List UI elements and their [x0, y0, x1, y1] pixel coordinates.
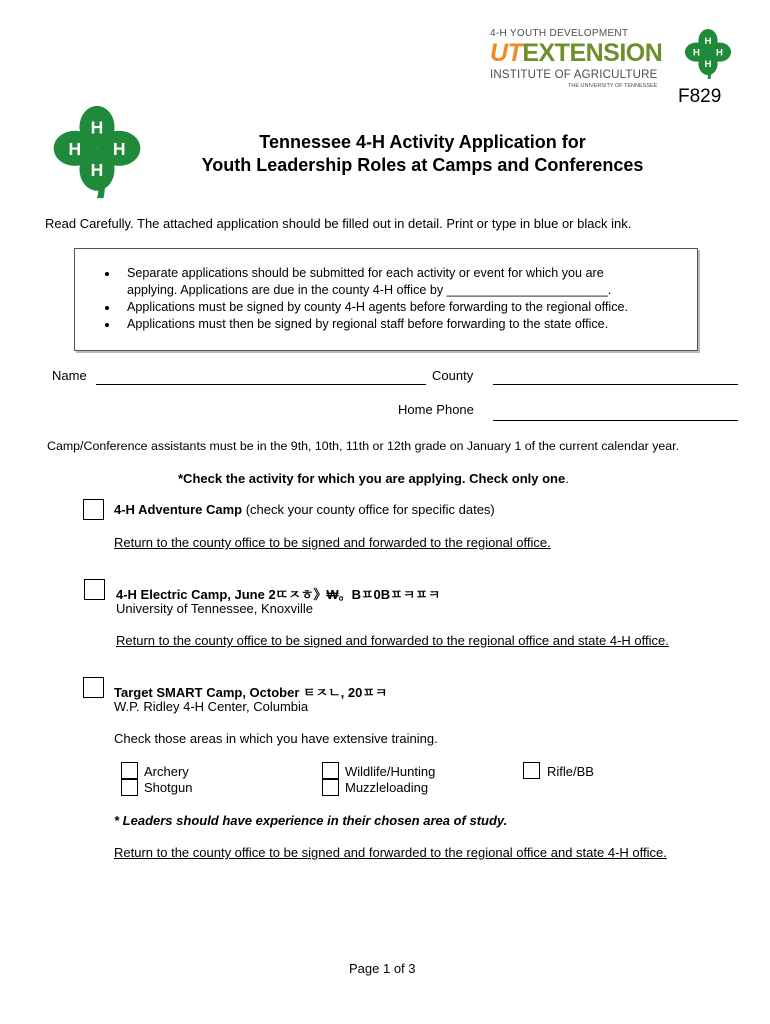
svg-text:H: H	[704, 35, 712, 47]
logo-line-institute: INSTITUTE OF AGRICULTURE	[490, 69, 658, 81]
electric-camp-location: University of Tennessee, Knoxville	[116, 601, 314, 616]
svg-text:H: H	[90, 117, 104, 138]
svg-text:H: H	[112, 138, 126, 159]
svg-text:H: H	[68, 138, 82, 159]
county-field[interactable]	[493, 384, 738, 385]
adventure-camp-title: 4-H Adventure Camp	[114, 502, 243, 517]
svg-text:H: H	[693, 47, 700, 59]
bullet-dot	[105, 306, 109, 310]
bullet-county-signature: Applications must be signed by county 4-H agents before forwarding to the regional office.	[127, 300, 629, 314]
bullet-regional-signature: Applications must then be signed by regional staff before forwarding to the state office.	[127, 317, 609, 331]
smart-camp-return-note: Return to the county office to be signed and forwarded to the regional office and state 4-H office.	[114, 845, 667, 860]
name-field[interactable]	[96, 384, 426, 385]
smart-camp-location: W.P. Ridley 4-H Center, Columbia	[114, 699, 309, 714]
electric-camp-checkbox[interactable]	[84, 579, 105, 600]
extension-logo	[490, 28, 680, 89]
adventure-camp-label	[114, 502, 495, 517]
electric-camp-return-note: Return to the county office to be signed and forwarded to the regional office and state 4-H office.	[116, 633, 669, 648]
page-title-line1: Tennessee 4-H Activity Application for	[259, 132, 586, 152]
muzzleloading-label: Muzzleloading	[345, 780, 429, 795]
instructions-text: Read Carefully. The attached application should be filled out in detail. Print or type in blue or black ink.	[45, 216, 632, 231]
bullet-separate-applications: Separate applications should be submitted for each activity or event for which you are	[127, 266, 604, 280]
page-number: Page 1 of 3	[349, 961, 416, 976]
adventure-camp-checkbox[interactable]	[83, 499, 104, 520]
smart-camp-checkbox[interactable]	[83, 677, 104, 698]
bullet-dot	[105, 323, 109, 327]
electric-camp-title: 4-H Electric Camp, June 2ㄸㅈㅎ》₩。Bㅍ0Bㅍㅋㅍㅋ	[116, 587, 441, 602]
check-instruction-period: .	[565, 471, 569, 486]
logo-line-extension	[490, 39, 662, 68]
svg-text:H: H	[704, 58, 712, 70]
shotgun-label: Shotgun	[144, 780, 193, 795]
smart-camp-title: Target SMART Camp, October ㅌㅈㄴ, 20ㅍㅋ	[114, 685, 388, 700]
adventure-camp-note: (check your county office for specific dates)	[242, 502, 495, 517]
wildlife-hunting-label: Wildlife/Hunting	[345, 764, 436, 779]
muzzleloading-checkbox[interactable]	[322, 779, 339, 796]
home-phone-label: Home Phone	[398, 402, 474, 417]
svg-text:H: H	[90, 160, 104, 180]
svg-text:H: H	[716, 47, 723, 59]
training-prompt: Check those areas in which you have extensive training.	[114, 731, 438, 746]
logo-ut: UT	[490, 39, 523, 67]
archery-label: Archery	[144, 764, 189, 779]
clover-small-icon	[684, 28, 732, 80]
bullet-dot	[105, 272, 109, 276]
wildlife-hunting-checkbox[interactable]	[322, 762, 339, 779]
county-label: County	[432, 368, 474, 383]
form-number: F829	[678, 86, 722, 107]
home-phone-field[interactable]	[493, 420, 738, 421]
rifle-bb-label: Rifle/BB	[547, 764, 594, 779]
eligibility-text: Camp/Conference assistants must be in the 9th, 10th, 11th or 12th grade on January 1 of the current calendar year.	[47, 439, 680, 453]
logo-line-youth-development: 4-H YOUTH DEVELOPMENT	[490, 28, 629, 39]
logo-line-university: THE UNIVERSITY OF TENNESSEE	[568, 83, 658, 89]
bullet-due-date: applying. Applications are due in the county 4-H office by _______________________.	[127, 283, 612, 297]
archery-checkbox[interactable]	[121, 762, 138, 779]
logo-extension-word: EXTENSION	[522, 39, 663, 67]
rifle-bb-checkbox[interactable]	[523, 762, 540, 779]
page-title-line2: Youth Leadership Roles at Camps and Conferences	[201, 155, 644, 175]
adventure-camp-return-note: Return to the county office to be signed and forwarded to the regional office.	[114, 535, 551, 550]
name-label: Name	[52, 368, 87, 383]
check-instruction	[178, 471, 569, 486]
clover-large-icon	[50, 104, 144, 200]
leaders-note: * Leaders should have experience in their chosen area of study.	[114, 813, 508, 828]
shotgun-checkbox[interactable]	[121, 779, 138, 796]
check-instruction-bold: *Check the activity for which you are applying. Check only one	[178, 471, 566, 486]
